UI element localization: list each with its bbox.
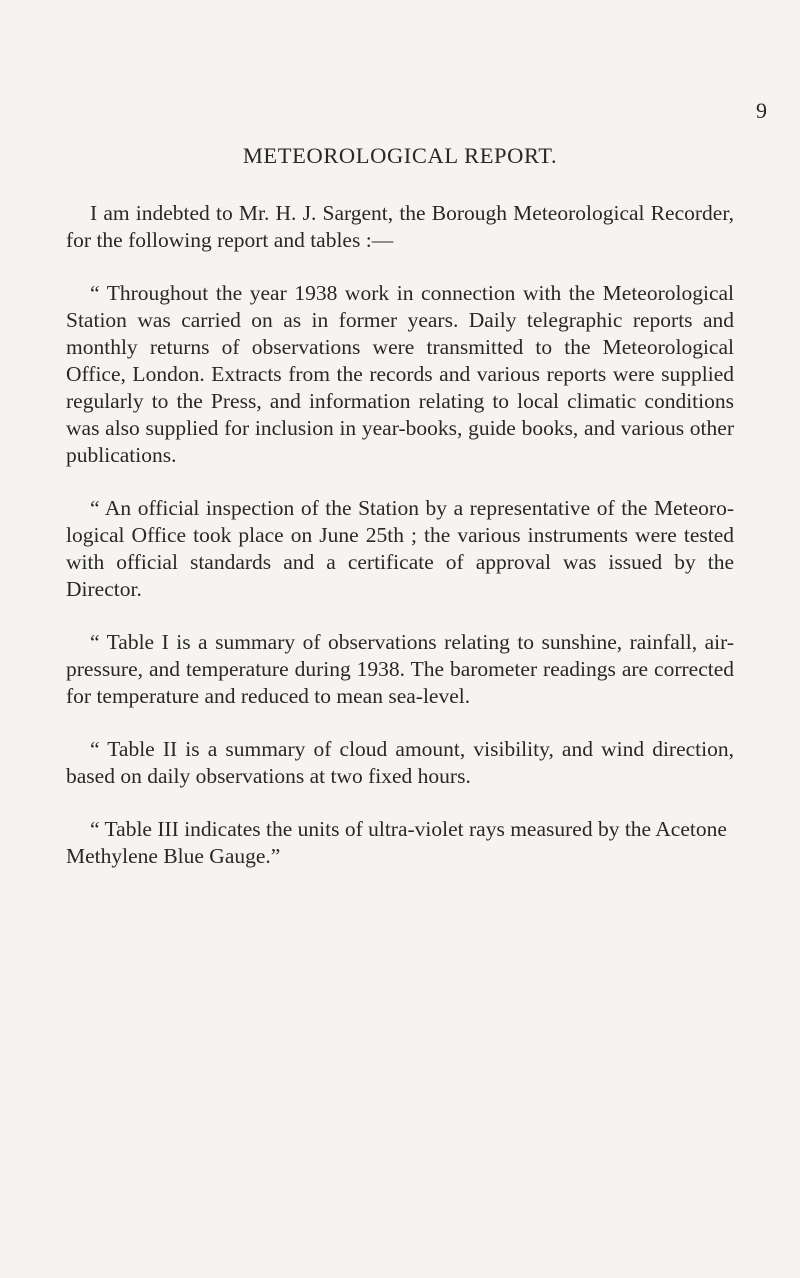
paragraph-table-three: “ Table III indicates the units of ultra-violet rays measured by the Acetone Methylene Blue Gauge.”: [66, 817, 727, 868]
paragraph-acknowledgement: I am indebted to Mr. H. J. Sargent, the Borough Meteorological Recorder, for the following report and tables :—: [66, 201, 734, 252]
paragraph-table-one: “ Table I is a summary of observations relating to sunshine, rainfall, air-pressure, and temperature during 1938. The barometer readings are corrected for temperature and reduced to mean sea-level.: [66, 630, 734, 708]
paragraph-table-two: “ Table II is a summary of cloud amount, visibility, and wind direction, based on daily observations at two fixed hours.: [66, 737, 734, 788]
report-body: [66, 200, 734, 896]
page-title: METEOROLOGICAL REPORT.: [242, 143, 558, 168]
paragraph-official-inspection: “ An official inspection of the Station by a representative of the Meteoro-logical Office took place on June 25th ; the various instruments were tested with official standards and a certificate of approval was issued by the Director.: [66, 496, 734, 601]
paragraph-station-work: “ Throughout the year 1938 work in connection with the Meteorological Station was carried on as in former years. Daily telegraphic reports and monthly returns of observations were transmitted to the Meteorological Office, London. Extracts from the records and various reports were supplied regularly to the Press, and information relating to local climatic conditions was also supplied for inclusion in year-books, guide books, and various other publications.: [66, 281, 734, 467]
page-number: 9: [756, 98, 767, 123]
